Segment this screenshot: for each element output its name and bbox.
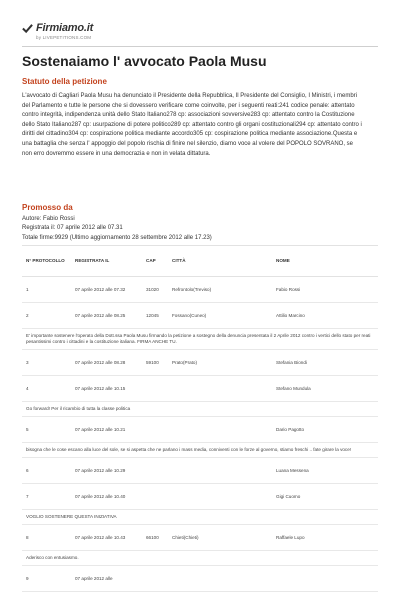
petition-meta [22,215,212,243]
signatures-table [22,245,378,592]
logo-text: Firmiamo.it [36,22,94,34]
cell-protocol: 5 [26,426,29,432]
table-row [22,566,378,592]
cell-date: 07 aprile 2012 alle 10.21 [75,426,126,432]
cell-cap: 66100 [146,534,159,540]
row-comment: Aderisco con entusiasmo. [22,551,378,566]
logo[interactable] [22,22,93,40]
cell-date: 07 aprile 2012 alle 10.40 [75,493,126,499]
cell-protocol: 6 [26,467,29,473]
cell-protocol: 1 [26,286,29,292]
header-divider [22,46,378,47]
cell-protocol: 7 [26,493,29,499]
total-signatures-text: Totale firme:9929 (Ultimo aggiornamento 28 settembre 2012 alle 17.23) [22,234,212,241]
table-row [22,303,378,329]
page-title: Sostenaiamo l' avvocato Paola Musu [22,53,267,69]
author-text: Autore: Fabio Rossi [22,216,75,222]
cell-protocol: 4 [26,385,29,391]
table-header [22,245,378,277]
table-row [22,350,378,376]
cell-date: 07 aprile 2012 alle 07.32 [75,286,126,292]
cell-city: Chieti(Chieti) [172,534,199,540]
table-row [22,277,378,303]
header-name: NOME [276,258,290,263]
cell-city: Prato(Prato) [172,359,198,365]
cell-name: Attilio Marcino [276,312,305,318]
cell-date: 07 aprile 2012 alle 10.29 [75,467,126,473]
cell-date: 07 aprile 2012 alle 10.43 [75,534,126,540]
table-body [22,277,378,592]
cell-cap: 31020 [146,286,159,292]
cell-protocol: 3 [26,359,29,365]
cell-city: Refrontolo(Treviso) [172,286,212,292]
cell-protocol: 2 [26,312,29,318]
row-comment: Go forward! Per il ricambio di tutta la classe politica [22,402,378,417]
cell-cap: 59100 [146,359,159,365]
registered-text: Registrata il: 07 aprile 2012 alle 07.31 [22,225,123,232]
cell-date: 07 aprile 2012 alle 08.28 [75,359,126,365]
cell-date: 07 aprile 2012 alle 10.15 [75,385,126,391]
status-heading: Statuto della petizione [22,77,107,86]
logo-subtitle: by LIVEPETITIONS.COM [36,35,92,40]
cell-name: Stefania Biondi [276,359,307,365]
table-row [22,484,378,510]
cell-date: 07 aprile 2012 alle [75,575,113,581]
table-row [22,458,378,484]
promoter-heading: Promosso da [22,203,73,212]
table-row [22,376,378,402]
row-comment: VOGLIO SOSTENERE QUESTA INIZIATIVA [22,510,378,525]
cell-date: 07 aprile 2012 alle 08.25 [75,312,126,318]
cell-name: Fabio Rossi [276,286,301,292]
table-row [22,525,378,551]
cell-protocol: 8 [26,534,29,540]
cell-cap: 12045 [146,312,159,318]
cell-name: Dario Pagotto [276,426,305,432]
header-date: REGISTRATA IL [75,258,110,263]
cell-name: Raffaele Lupo [276,534,305,540]
header-city: CITTÀ [172,258,186,263]
cell-name: Gigi Cuomo [276,493,301,499]
cell-name: Luana Messena [276,467,309,473]
header-cap: CAP [146,258,156,263]
check-mark-icon [22,23,33,34]
petition-description: L'avvocato di Cagliari Paola Musu ha denunciato il Presidente della Repubblica, Il Presidente del Consiglio, I Ministri, i membri del Parlamento e tutte le persone che si dovessero verificare come coinvolte, per i seguenti reati:241 codice penale: attentato contro integrità, indipendenza unità dello Stato Italiano278 cp: associazioni sovversive283 cp: attentato contro la Costituzione dello Stato Italiano287 cp: usurpazione di potere politico289 cp: attentato contro gli organi costituzionali294 cp: attentato contro i diritti del cittadino304 cp: cospirazione politica mediante accordo305 cp: cospirazione politica mediante associazione.Questa e una battaglia che senza l' appoggio del popolo rischia di finire nel silenzio, diamo voce al volere del POPOLO SOVRANO, se non erro dovremmo essere in una democrazia e non in velata dittatura. [22,93,362,157]
row-comment: E' importante sostenere l'operato della Dott.ssa Paola Musu firmando la petizione a sostegno della denuncia presentata il 2 Aprile 2012 contro i vertici dello stato per reati pesantissimi contro i cittadini e la costituzione italiana. FIRMA ANCHE TU. [22,329,378,350]
cell-protocol: 9 [26,575,29,581]
header-protocol: N° PROTOCOLLO [26,258,65,263]
table-row [22,417,378,443]
row-comment: bisogna che le cose escano alla luce del sole, se si aspetta che ne parlano i mass media, conniventi con le forze al governo, stiamo freschi .. fate girare la voce! [22,443,378,458]
cell-name: Stefano Mundula [276,385,311,391]
cell-city: Fossano(Cuneo) [172,312,207,318]
